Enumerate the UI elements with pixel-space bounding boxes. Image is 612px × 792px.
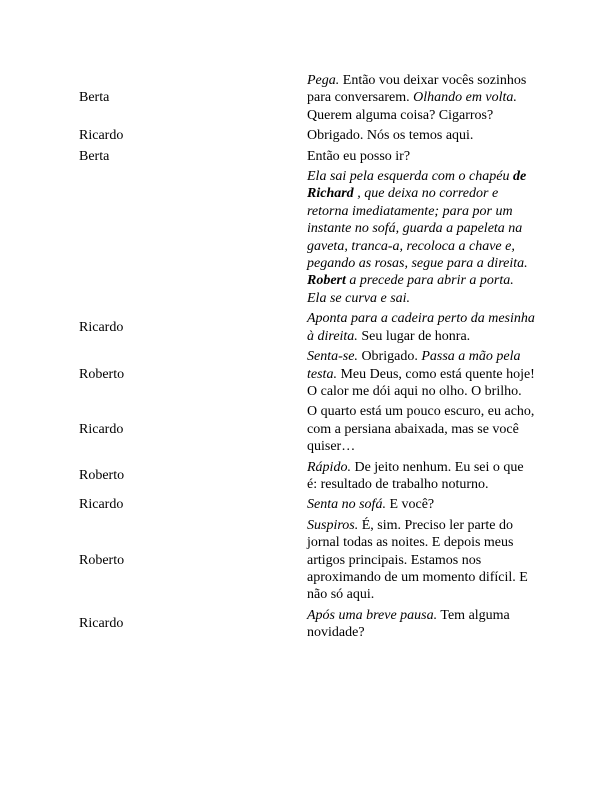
spoken-text: Obrigado. Nós os temos aqui. (307, 128, 474, 144)
spoken-text: E você? (385, 497, 435, 513)
dialogue-text (307, 167, 535, 309)
speaker-name: Berta (79, 90, 110, 106)
speaker-name: Ricardo (79, 497, 124, 513)
stage-direction: Senta no sofá. (307, 497, 386, 513)
stage-direction: Senta-se. (307, 349, 358, 365)
dialogue-row (79, 309, 535, 347)
dialogue-row (79, 126, 535, 146)
dialogue-row (79, 516, 535, 606)
dialogue-row (79, 147, 535, 167)
speaker-name: Ricardo (79, 128, 124, 144)
stage-direction: Suspiros. (307, 517, 359, 533)
spoken-text: Então eu posso ir? (307, 148, 411, 164)
spoken-text: Então vou deixar vocês sozinhos para conversarem. (307, 73, 527, 106)
dialogue-text (307, 126, 535, 146)
dialogue-text (307, 347, 535, 402)
script-table (79, 71, 535, 644)
dialogue-row (79, 402, 535, 457)
speaker-name: Roberto (79, 552, 125, 568)
spoken-text: Tem alguma novidade? (307, 607, 510, 641)
dialogue-text (307, 402, 535, 457)
dialogue-text (307, 495, 535, 515)
speaker-name (79, 167, 307, 309)
dialogue-row (79, 458, 535, 496)
dialogue-row (79, 71, 535, 126)
spoken-text: O quarto está um pouco escuro, eu acho, com a persiana abaixada, mas se você quiser… (307, 404, 535, 455)
dialogue-text (307, 458, 535, 496)
stage-direction: Após uma breve pausa. (307, 607, 438, 623)
stage-direction: Pega. (307, 73, 340, 88)
dialogue-text (307, 606, 535, 644)
stage-direction: Passa a mão pela testa. (307, 349, 521, 382)
stage-direction: a precede para abrir a porta. Ela se curva e sai. (307, 273, 514, 306)
dialogue-row (79, 606, 535, 644)
speaker-name: Berta (79, 148, 110, 164)
stage-direction: Rápido. (307, 459, 351, 475)
stage-direction: de Richard (307, 169, 527, 202)
spoken-text: Querem alguma coisa? Cigarros? (307, 107, 494, 123)
spoken-text: Seu lugar de honra. (357, 328, 471, 344)
dialogue-row (79, 167, 535, 309)
dialogue-text (307, 147, 535, 167)
script-body (79, 71, 535, 644)
stage-direction: Aponta para a cadeira perto da mesinha à direita. (307, 311, 535, 344)
dialogue-row (79, 495, 535, 515)
stage-direction: Olhando em volta. (413, 90, 517, 106)
speaker-name: Ricardo (79, 319, 124, 335)
dialogue-text (307, 309, 535, 347)
dialogue-text (307, 516, 535, 606)
speaker-name: Ricardo (79, 616, 124, 632)
speaker-name: Roberto (79, 468, 125, 484)
stage-direction: Robert (307, 273, 346, 289)
stage-direction: Ela sai pela esquerda com o chapéu (307, 169, 513, 185)
spoken-text: Meu Deus, como está quente hoje! O calor me dói aqui no olho. O brilho. (307, 366, 535, 399)
spoken-text: Obrigado. (357, 349, 422, 365)
spoken-text: De jeito nenhum. Eu sei o que é: resultado de trabalho noturno. (307, 459, 524, 492)
dialogue-row (79, 347, 535, 402)
spoken-text: É, sim. Preciso ler parte do jornal todas as noites. E depois meus artigos principais. Estamos nos aproximando de um momento difícil. E não só aqui. (307, 517, 528, 603)
speaker-name: Roberto (79, 366, 125, 382)
dialogue-text (307, 71, 535, 126)
stage-direction: , que deixa no corredor e retorna imediatamente; para por um instante no sofá, guarda a papeleta na gaveta, tranca-a, recoloca a chave e, pegando as rosas, segue para a direita. (307, 186, 528, 272)
speaker-name: Ricardo (79, 421, 124, 437)
